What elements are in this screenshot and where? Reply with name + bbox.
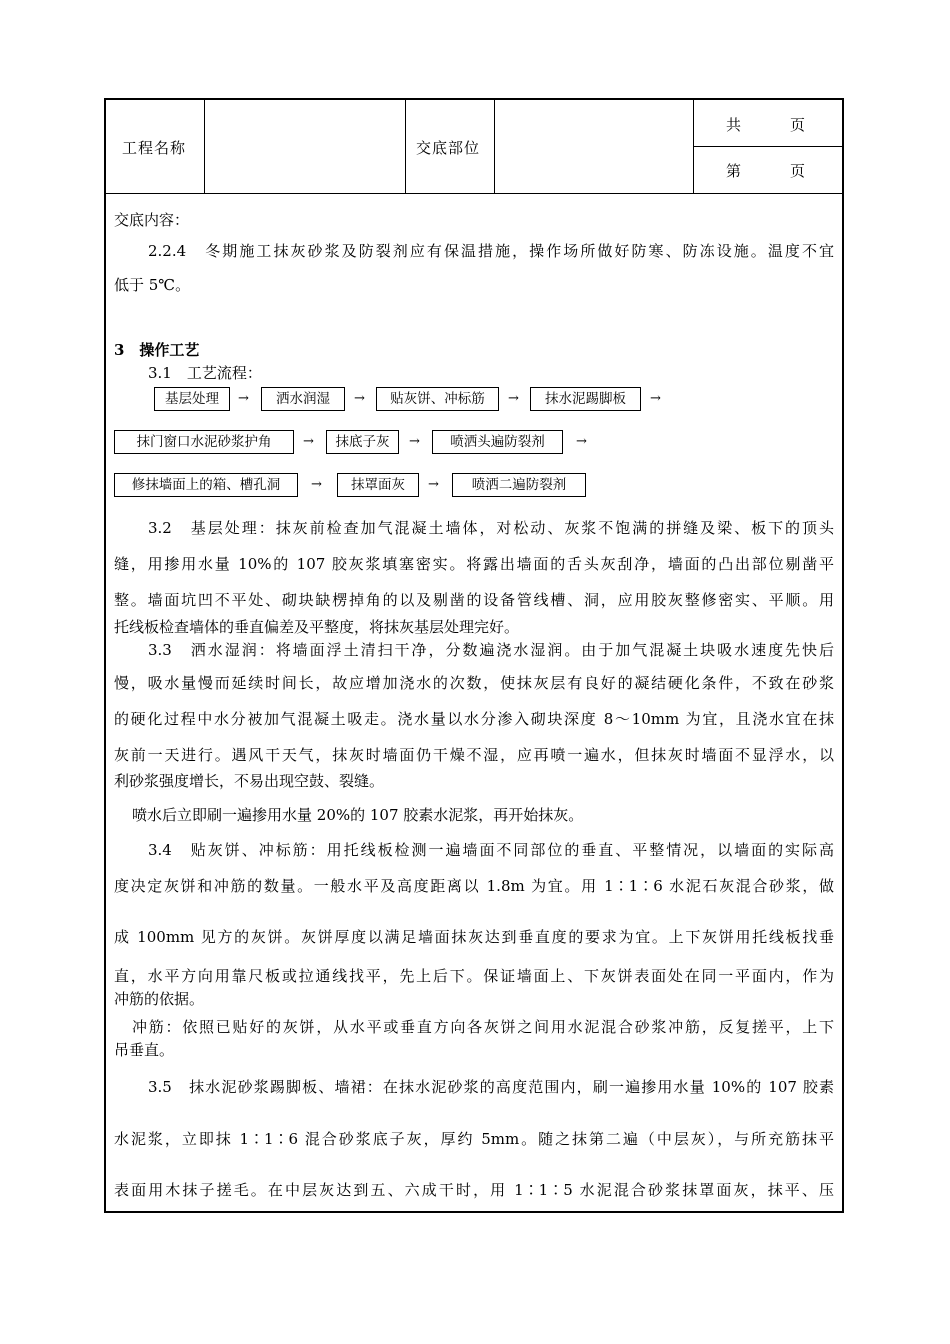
flow-step: 抹罩面灰 — [337, 473, 419, 497]
arrow-icon: → — [576, 434, 587, 449]
flow-step: 修抹墙面上的箱、槽孔洞 — [114, 473, 298, 497]
paragraph-line: 直，水平方向用靠尺板或拉通线找平，先上后下。保证墙面上、下灰饼表面处在同一平面内，作为 — [114, 967, 834, 985]
paragraph-line: 低于 5℃。 — [114, 276, 191, 294]
paragraph-line: 缝，用掺用水量 10%的 107 胶灰浆填塞密实。将露出墙面的舌头灰刮净，墙面的凸出部位剔凿平 — [114, 555, 834, 573]
paragraph-line: 2.2.4 冬期施工抹灰砂浆及防裂剂应有保温措施，操作场所做好防寒、防冻设施。温度不宜 — [148, 242, 834, 260]
flow-step: 贴灰饼、冲标筋 — [376, 387, 499, 411]
divider — [494, 100, 495, 193]
total-pages: 共 页 — [726, 116, 807, 134]
content-intro: 交底内容： — [114, 211, 190, 229]
flow-step: 基层处理 — [154, 387, 230, 411]
paragraph-line: 3.4 贴灰饼、冲标筋：用托线板检测一遍墙面不同部位的垂直、平整情况，以墙面的实际高 — [148, 841, 834, 859]
paragraph-line: 灰前一天进行。遇风干天气，抹灰时墙面仍干燥不湿，应再喷一遍水，但抹灰时墙面不显浮水，以 — [114, 746, 834, 764]
paragraph-line: 托线板检查墙体的垂直偏差及平整度，将抹灰基层处理完好。 — [114, 618, 520, 636]
flow-step: 洒水润湿 — [261, 387, 345, 411]
arrow-icon: → — [303, 434, 314, 449]
arrow-icon: → — [311, 477, 322, 492]
flow-step: 喷洒二遍防裂剂 — [452, 473, 586, 497]
paragraph-line: 水泥浆，立即抹 1∶1∶6 混合砂浆底子灰，厚约 5mm。随之抹第二遍（中层灰），与所充筋抹平 — [114, 1130, 834, 1148]
arrow-icon: → — [650, 391, 661, 406]
flow-step: 抹水泥踢脚板 — [530, 387, 641, 411]
flow-step: 抹门窗口水泥砂浆护角 — [114, 430, 294, 454]
paragraph-line: 利砂浆强度增长，不易出现空鼓、裂缝。 — [114, 772, 385, 790]
paragraph-line: 的硬化过程中水分被加气混凝土吸走。浇水量以水分渗入砌块深度 8～10mm 为宜，且浇水宜在抹 — [114, 710, 834, 728]
arrow-icon: → — [238, 391, 249, 406]
paragraph-line: 冲筋：依照已贴好的灰饼，从水平或垂直方向各灰饼之间用水泥混合砂浆冲筋，反复搓平，上下 — [132, 1018, 834, 1036]
arrow-icon: → — [354, 391, 365, 406]
flow-step: 抹底子灰 — [326, 430, 399, 454]
paragraph-line: 3.5 抹水泥砂浆踢脚板、墙裙：在抹水泥砂浆的高度范围内，刷一遍掺用水量 10%的 107 胶素 — [148, 1078, 834, 1096]
paragraph-line: 3.3 洒水湿润：将墙面浮土清扫干净，分数遍浇水湿润。由于加气混凝土块吸水速度先快后 — [148, 641, 834, 659]
paragraph-line: 3.2 基层处理：抹灰前检查加气混凝土墙体，对松动、灰浆不饱满的拼缝及梁、板下的顶头 — [148, 519, 834, 537]
paragraph-line: 表面用木抹子搓毛。在中层灰达到五、六成干时，用 1∶1∶5 水泥混合砂浆抹罩面灰，抹平、压 — [114, 1181, 834, 1199]
subsection-heading: 3.1 工艺流程： — [148, 364, 262, 382]
paragraph-line: 整。墙面坑凹不平处、砌块缺楞掉角的以及剔凿的设备管线槽、洞，应用胶灰整修密实、平顺。用 — [114, 591, 834, 609]
project-name-label: 工程名称 — [122, 139, 187, 157]
paragraph-line: 喷水后立即刷一遍掺用水量 20%的 107 胶素水泥浆，再开始抹灰。 — [132, 806, 584, 824]
disclosure-part-label: 交底部位 — [416, 139, 481, 157]
divider — [405, 100, 406, 193]
document-frame — [104, 98, 844, 1213]
paragraph-line: 成 100mm 见方的灰饼。灰饼厚度以满足墙面抹灰达到垂直度的要求为宜。上下灰饼用托线板找垂 — [114, 928, 834, 946]
arrow-icon: → — [409, 434, 420, 449]
paragraph-line: 度决定灰饼和冲筋的数量。一般水平及高度距离以 1.8m 为宜。用 1∶1∶6 水泥石灰混合砂浆，做 — [114, 877, 834, 895]
header-table — [106, 100, 842, 194]
paragraph-line: 吊垂直。 — [114, 1041, 175, 1059]
divider — [204, 100, 205, 193]
divider — [693, 146, 842, 147]
paragraph-line: 冲筋的依据。 — [114, 990, 205, 1008]
paragraph-line: 慢，吸水量慢而延续时间长，故应增加浇水的次数，使抹灰层有良好的凝结硬化条件，不致在砂浆 — [114, 674, 834, 692]
flow-step: 喷洒头遍防裂剂 — [432, 430, 563, 454]
arrow-icon: → — [508, 391, 519, 406]
page-number: 第 页 — [726, 162, 807, 180]
section-heading: 3 操作工艺 — [114, 341, 200, 359]
arrow-icon: → — [428, 477, 439, 492]
